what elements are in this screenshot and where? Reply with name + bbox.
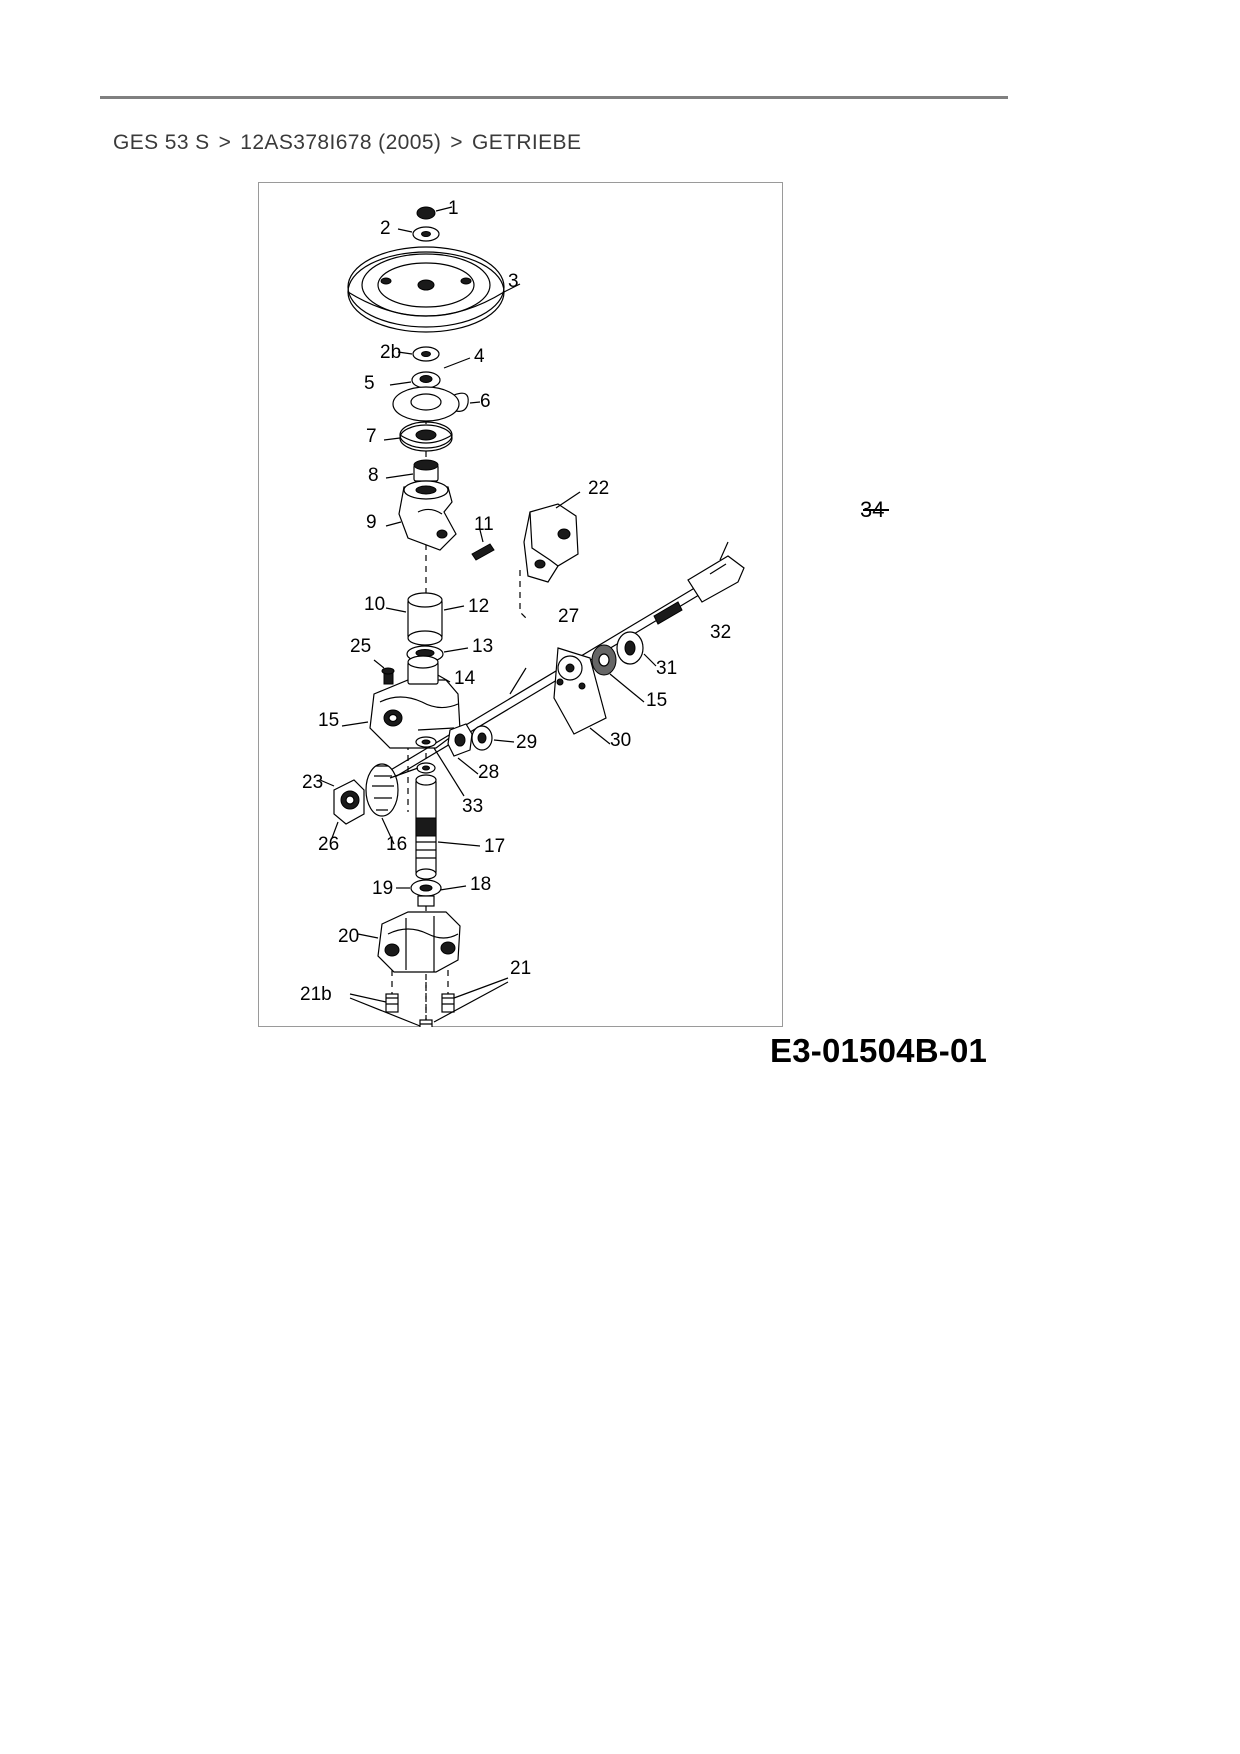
label-22: 22 — [588, 478, 610, 499]
label-26: 26 — [318, 834, 340, 855]
label-17: 17 — [484, 836, 506, 857]
label-30: 30 — [610, 730, 632, 751]
part-17-shaft — [416, 775, 480, 879]
part-3-pulley — [348, 247, 520, 332]
breadcrumb-item-model[interactable]: GES 53 S — [113, 131, 210, 154]
part-8-collar — [386, 460, 438, 481]
exploded-parts-diagram — [258, 182, 783, 1027]
part-19-18-washer-nut — [396, 880, 466, 906]
label-9: 9 — [366, 512, 377, 533]
label-24: 27 — [558, 606, 580, 627]
figure-code: E3-01504B-01 — [770, 1032, 988, 1069]
label-20: 20 — [338, 926, 360, 947]
breadcrumb-item-type[interactable]: 12AS378I678 (2005) — [240, 131, 442, 154]
label-16: 16 — [386, 834, 408, 855]
label-25: 25 — [350, 636, 372, 657]
part-21-screws — [350, 978, 508, 1027]
part-4-leader — [444, 358, 470, 368]
label-18: 18 — [470, 874, 492, 895]
label-5: 5 — [364, 373, 375, 394]
label-21-left: 21b — [300, 984, 332, 1005]
part-7-bearing — [384, 422, 452, 451]
label-28: 28 — [478, 762, 500, 783]
label-32: 31 — [656, 658, 678, 679]
header-divider — [100, 96, 1008, 99]
breadcrumb — [113, 131, 581, 155]
part-25-bolt — [374, 660, 394, 684]
part-2-washer-top — [398, 227, 439, 241]
part-32-washer — [617, 632, 656, 666]
part-5-spacer — [390, 372, 440, 388]
label-15: 15 — [318, 710, 340, 731]
label-11: 11 — [474, 514, 494, 535]
label-10: 10 — [364, 594, 386, 615]
part-12-sleeve — [386, 593, 464, 645]
label-8: 8 — [368, 465, 379, 486]
label-7: 7 — [366, 426, 377, 447]
label-29: 29 — [516, 732, 538, 753]
part-1-nut — [417, 207, 452, 219]
part-16-gear — [366, 764, 418, 844]
label-23: 23 — [302, 772, 324, 793]
label-19: 19 — [372, 878, 394, 899]
label-34: 34 — [860, 497, 885, 522]
label-33: 33 — [462, 796, 484, 817]
label-3: 3 — [508, 271, 519, 292]
part-9-housing-arm — [386, 481, 456, 550]
label-1: 1 — [448, 198, 459, 219]
label-4: 4 — [474, 346, 485, 367]
part-6-spring-washer — [393, 387, 480, 421]
breadcrumb-separator-2: > — [450, 131, 463, 154]
breadcrumb-item-section[interactable]: GETRIEBE — [471, 131, 582, 154]
breadcrumb-separator-1: > — [218, 131, 232, 154]
label-13: 13 — [472, 636, 494, 657]
part-22-bracket — [520, 492, 580, 618]
label-2-top: 2 — [380, 218, 391, 239]
part-29-washer — [472, 726, 514, 750]
part-2-washer-lower — [398, 347, 439, 361]
part-23-26-bushing — [320, 780, 364, 838]
label-14: 14 — [454, 668, 476, 689]
label-27: 32 — [710, 622, 732, 643]
label-2-lower: 2b — [380, 342, 402, 363]
label-12: 12 — [468, 596, 490, 617]
label-6: 6 — [480, 391, 491, 412]
label-31: 15 — [646, 690, 668, 711]
label-21-right: 21 — [510, 958, 532, 979]
part-15-gearbox-housing — [342, 656, 460, 748]
